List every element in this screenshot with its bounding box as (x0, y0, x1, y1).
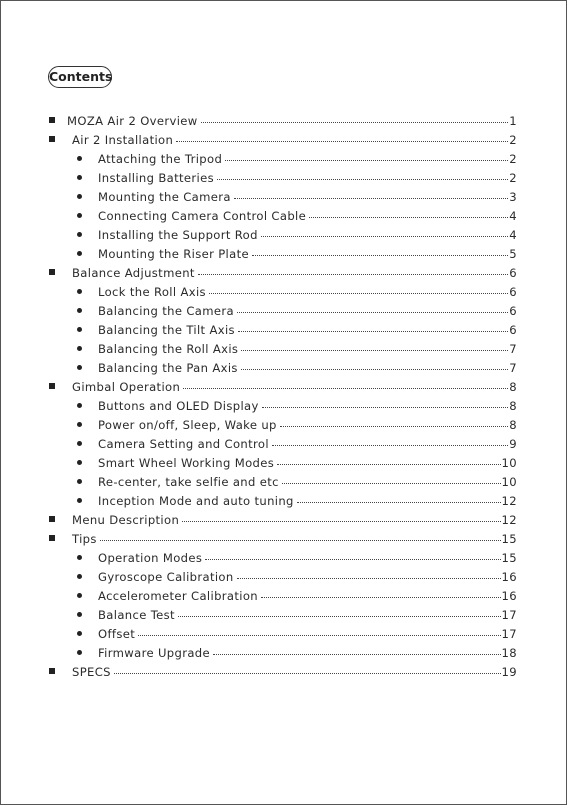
dot-leader (261, 235, 508, 237)
toc-subsection-row[interactable] (0, 320, 567, 339)
toc-page-number: 6 (509, 284, 517, 299)
round-bullet-icon (77, 593, 82, 598)
toc-page-number: 4 (509, 227, 517, 242)
toc-entry (98, 472, 517, 491)
toc-subsection-row[interactable] (0, 643, 567, 662)
toc-page-number: 8 (509, 379, 517, 394)
toc-entry-title: Air 2 Installation (72, 132, 174, 147)
toc-entry (98, 605, 517, 624)
round-bullet-icon (77, 327, 82, 332)
round-bullet-icon (77, 555, 82, 560)
toc-page-number: 18 (501, 645, 517, 660)
toc-subsection-row[interactable] (0, 225, 567, 244)
toc-entry (98, 187, 517, 206)
dot-leader (277, 463, 500, 465)
round-bullet-icon (77, 251, 82, 256)
toc-entry (98, 453, 517, 472)
toc-entry (98, 415, 517, 434)
toc-subsection-row[interactable] (0, 396, 567, 415)
toc-subsection-row[interactable] (0, 206, 567, 225)
toc-entry (98, 434, 517, 453)
dot-leader (205, 558, 500, 560)
dot-leader (178, 615, 501, 617)
round-bullet-icon (77, 156, 82, 161)
toc-entry (98, 339, 517, 358)
toc-entry-title: Mounting the Riser Plate (98, 246, 249, 261)
dot-leader (213, 653, 501, 655)
toc-subsection-row[interactable] (0, 168, 567, 187)
toc-entry (98, 206, 517, 225)
square-bullet-icon (49, 269, 55, 275)
toc-entry (98, 624, 517, 643)
toc-entry (72, 662, 517, 681)
toc-page-number: 8 (509, 398, 517, 413)
round-bullet-icon (77, 232, 82, 237)
square-bullet-icon (49, 516, 55, 522)
toc-page-number: 3 (509, 189, 517, 204)
contents-heading: Contents (48, 66, 112, 88)
toc-page-number: 2 (509, 151, 517, 166)
dot-leader (100, 539, 501, 541)
toc-entry-title: Inception Mode and auto tuning (98, 493, 294, 508)
toc-entry-title: MOZA Air 2 Overview (67, 113, 198, 128)
toc-page-number: 4 (509, 208, 517, 223)
round-bullet-icon (77, 308, 82, 313)
toc-page-number: 12 (501, 493, 517, 508)
toc-entry (98, 244, 517, 263)
toc-page-number: 10 (501, 474, 517, 489)
toc-page-number: 7 (509, 360, 517, 375)
dot-leader (198, 273, 508, 275)
toc-subsection-row[interactable] (0, 187, 567, 206)
round-bullet-icon (77, 612, 82, 617)
table-of-contents (0, 111, 567, 681)
toc-entry-title: Gyroscope Calibration (98, 569, 234, 584)
round-bullet-icon (77, 479, 82, 484)
toc-section-row[interactable] (0, 377, 567, 396)
toc-entry-title: Tips (72, 531, 97, 546)
toc-subsection-row[interactable] (0, 301, 567, 320)
dot-leader (280, 425, 509, 427)
round-bullet-icon (77, 175, 82, 180)
toc-page-number: 7 (509, 341, 517, 356)
toc-subsection-row[interactable] (0, 453, 567, 472)
toc-entry-title: Accelerometer Calibration (98, 588, 258, 603)
toc-entry (98, 301, 517, 320)
toc-entry-title: Balancing the Tilt Axis (98, 322, 235, 337)
toc-section-row[interactable] (0, 130, 567, 149)
toc-entry-title: Installing the Support Rod (98, 227, 258, 242)
dot-leader (209, 292, 508, 294)
toc-page-number: 17 (501, 626, 517, 641)
toc-page-number: 16 (501, 569, 517, 584)
round-bullet-icon (77, 441, 82, 446)
toc-subsection-row[interactable] (0, 491, 567, 510)
toc-page-number: 9 (509, 436, 517, 451)
toc-entry-title: Balancing the Roll Axis (98, 341, 239, 356)
toc-entry-title: Firmware Upgrade (98, 645, 210, 660)
toc-page-number: 19 (501, 664, 517, 679)
toc-entry-title: Power on/off, Sleep, Wake up (98, 417, 277, 432)
toc-entry (98, 567, 517, 586)
dot-leader (241, 349, 508, 351)
toc-subsection-row[interactable] (0, 339, 567, 358)
toc-entry-title: Gimbal Operation (72, 379, 181, 394)
toc-entry-title: Attaching the Tripod (98, 151, 223, 166)
toc-entry-title: Balance Test (98, 607, 175, 622)
toc-subsection-row[interactable] (0, 434, 567, 453)
toc-entry-title: Offset (98, 626, 136, 641)
toc-page-number: 15 (501, 531, 517, 546)
toc-page-number: 10 (501, 455, 517, 470)
toc-entry (72, 263, 517, 282)
toc-entry (72, 377, 517, 396)
toc-subsection-row[interactable] (0, 149, 567, 168)
toc-subsection-row[interactable] (0, 415, 567, 434)
dot-leader (138, 634, 500, 636)
toc-entry (98, 643, 517, 662)
toc-entry (98, 396, 517, 415)
toc-page-number: 6 (509, 322, 517, 337)
toc-entry (98, 282, 517, 301)
square-bullet-icon (49, 136, 55, 142)
toc-page-number: 15 (501, 550, 517, 565)
round-bullet-icon (77, 213, 82, 218)
toc-section-row[interactable] (0, 662, 567, 681)
dot-leader (262, 406, 509, 408)
toc-page-number: 12 (501, 512, 517, 527)
toc-page-number: 1 (509, 113, 517, 128)
toc-subsection-row[interactable] (0, 472, 567, 491)
toc-entry-title: Camera Setting and Control (98, 436, 269, 451)
toc-entry (98, 225, 517, 244)
dot-leader (114, 672, 501, 674)
toc-entry (98, 358, 517, 377)
dot-leader (234, 197, 508, 199)
toc-subsection-row[interactable] (0, 358, 567, 377)
toc-entry (98, 586, 517, 605)
round-bullet-icon (77, 498, 82, 503)
toc-page-number: 5 (509, 246, 517, 261)
toc-subsection-row[interactable] (0, 548, 567, 567)
toc-entry-title: Mounting the Camera (98, 189, 231, 204)
round-bullet-icon (77, 194, 82, 199)
round-bullet-icon (77, 422, 82, 427)
square-bullet-icon (49, 535, 55, 541)
toc-entry-title: Connecting Camera Control Cable (98, 208, 307, 223)
toc-entry-title: Balancing the Camera (98, 303, 234, 318)
dot-leader (241, 368, 508, 370)
dot-leader (217, 178, 508, 180)
toc-page-number: 8 (509, 417, 517, 432)
toc-section-row[interactable] (0, 111, 567, 130)
round-bullet-icon (77, 365, 82, 370)
toc-page-number: 6 (509, 265, 517, 280)
toc-entry (98, 491, 517, 510)
toc-entry (72, 130, 517, 149)
dot-leader (261, 596, 501, 598)
round-bullet-icon (77, 289, 82, 294)
toc-section-row[interactable] (0, 510, 567, 529)
toc-entry-title: Lock the Roll Axis (98, 284, 206, 299)
dot-leader (238, 330, 508, 332)
toc-entry-title: Smart Wheel Working Modes (98, 455, 275, 470)
toc-subsection-row[interactable] (0, 244, 567, 263)
dot-leader (237, 311, 508, 313)
toc-page-number: 6 (509, 303, 517, 318)
dot-leader (176, 140, 508, 142)
round-bullet-icon (77, 650, 82, 655)
square-bullet-icon (49, 117, 55, 123)
square-bullet-icon (49, 668, 55, 674)
toc-entry-title: SPECS (72, 664, 111, 679)
toc-entry (67, 111, 517, 130)
toc-entry-title: Installing Batteries (98, 170, 214, 185)
square-bullet-icon (49, 383, 55, 389)
toc-subsection-row[interactable] (0, 586, 567, 605)
toc-subsection-row[interactable] (0, 567, 567, 586)
toc-section-row[interactable] (0, 263, 567, 282)
toc-page-number: 17 (501, 607, 517, 622)
dot-leader (272, 444, 508, 446)
toc-page-number: 16 (501, 588, 517, 603)
toc-entry (72, 510, 517, 529)
dot-leader (201, 121, 509, 123)
toc-entry (98, 320, 517, 339)
toc-subsection-row[interactable] (0, 605, 567, 624)
dot-leader (237, 577, 501, 579)
round-bullet-icon (77, 403, 82, 408)
dot-leader (225, 159, 508, 161)
toc-section-row[interactable] (0, 529, 567, 548)
toc-entry-title: Buttons and OLED Display (98, 398, 259, 413)
dot-leader (309, 216, 508, 218)
dot-leader (297, 501, 501, 503)
toc-entry-title: Balance Adjustment (72, 265, 195, 280)
round-bullet-icon (77, 631, 82, 636)
round-bullet-icon (77, 460, 82, 465)
toc-subsection-row[interactable] (0, 624, 567, 643)
toc-entry (72, 529, 517, 548)
round-bullet-icon (77, 346, 82, 351)
dot-leader (182, 520, 500, 522)
round-bullet-icon (77, 574, 82, 579)
toc-page-number: 2 (509, 170, 517, 185)
toc-page-number: 2 (509, 132, 517, 147)
toc-entry-title: Re-center, take selfie and etc (98, 474, 279, 489)
dot-leader (252, 254, 508, 256)
dot-leader (282, 482, 501, 484)
toc-entry-title: Operation Modes (98, 550, 203, 565)
toc-entry-title: Menu Description (72, 512, 180, 527)
toc-subsection-row[interactable] (0, 282, 567, 301)
dot-leader (183, 387, 508, 389)
toc-entry (98, 149, 517, 168)
toc-entry-title: Balancing the Pan Axis (98, 360, 238, 375)
toc-entry (98, 548, 517, 567)
toc-entry (98, 168, 517, 187)
